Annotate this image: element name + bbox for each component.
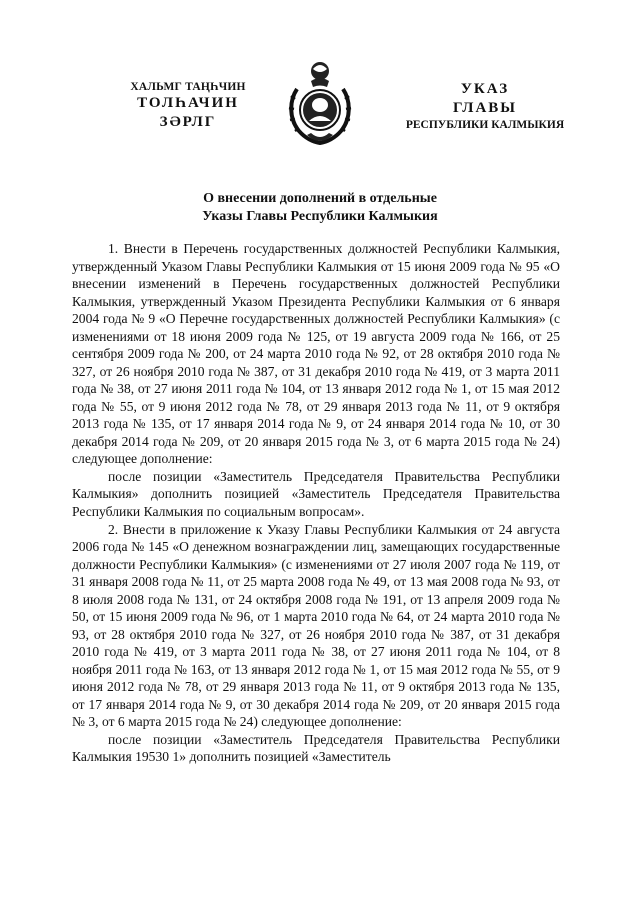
header-kalmyk-line1: ХАЛЬМГ ТАҢҺЧИН <box>130 81 246 93</box>
header-decree-word: УКАЗ <box>460 81 510 97</box>
paragraph-1: 1. Внести в Перечень государственных должностей Республики Калмыкия, утвержденный Указом Главы Республики Калмыкия от 15 июня 2009 года № 95 «О внесении изменений в Перечень государственных должностей Республики Калмыкия, утвержденный Указом Президента Республики Калмыкия от 6 января 2004 года № 9 «О Перечне государственных должностей Республики Калмыкия» (с изменениями от 18 июня 2009 года № 125, от 19 августа 2009 года № 166, от 25 сентября 2009 года № 200, от 24 марта 2010 года № 92, от 28 октября 2010 года № 327, от 26 ноября 2010 года № 387, от 31 декабря 2010 года № 419, от 3 марта 2011 года № 38, от 27 июня 2011 года № 104, от 13 января 2012 года № 1, от 15 мая 2012 года № 55, от 9 июня 2012 года № 78, от 29 января 2013 года № 11, от 9 октября 2013 года № 135, от 17 января 2014 года № 9, от 24 января 2014 года № 10, от 30 декабря 2014 года № 209, от 20 января 2015 года № 3, от 6 марта 2015 года № 24) следующее дополнение: <box>72 241 560 467</box>
header-head-word: ГЛАВЫ <box>452 99 518 116</box>
header-kalmyk-line3: ЗӘРЛГ <box>159 114 217 131</box>
header-republic-name: РЕСПУБЛИКИ КАЛМЫКИЯ <box>405 118 565 131</box>
paragraph-2: после позиции «Заместитель Председателя Правительства Республики Калмыкия» дополнить позицией «Заместитель Председателя Правительства Республики Калмыкия по социальным вопросам». <box>72 468 560 519</box>
document-title <box>120 190 520 226</box>
coat-of-arms-icon <box>283 55 357 147</box>
header-kalmyk-line2: ТОЛҺАЧИН <box>137 95 239 112</box>
document-body <box>72 240 560 766</box>
paragraph-4: после позиции «Заместитель Председателя Правительства Республики Калмыкия 19530 1» дополнить позицией «Заместитель <box>72 731 560 765</box>
header-russian-block <box>385 80 585 132</box>
header-kalmyk-block <box>88 80 288 132</box>
paragraph-3: 2. Внести в приложение к Указу Главы Республики Калмыкия от 24 августа 2006 года № 145 «О денежном вознаграждении лиц, замещающих государственные должности Республики Калмыкия» (с изменениями от 27 июля 2007 года № 119, от 31 января 2008 года № 11, от 25 марта 2008 года № 49, от 13 мая 2008 года № 93, от 8 июля 2008 года № 131, от 24 октября 2008 года № 191, от 13 апреля 2009 года № 50, от 15 июня 2009 года № 96, от 1 марта 2010 года № 64, от 24 марта 2010 года № 93, от 28 октября 2010 года № 327, от 26 ноября 2010 года № 387, от 31 декабря 2010 года № 419, от 3 марта 2011 года № 38, от 27 июня 2011 года № 104, от 8 ноября 2011 года № 163, от 13 января 2012 года № 1, от 15 мая 2012 года № 55, от 9 июня 2012 года № 78, от 29 января 2013 года № 11, от 9 октября 2013 года № 135, от 17 января 2014 года № 9, от 30 декабря 2014 года № 209, от 20 января 2015 года № 3, от 6 марта 2015 года № 24) следующее дополнение: <box>72 521 560 730</box>
title-line2: Указы Главы Республики Калмыкия <box>202 209 438 225</box>
title-line1: О внесении дополнений в отдельные <box>203 191 437 206</box>
